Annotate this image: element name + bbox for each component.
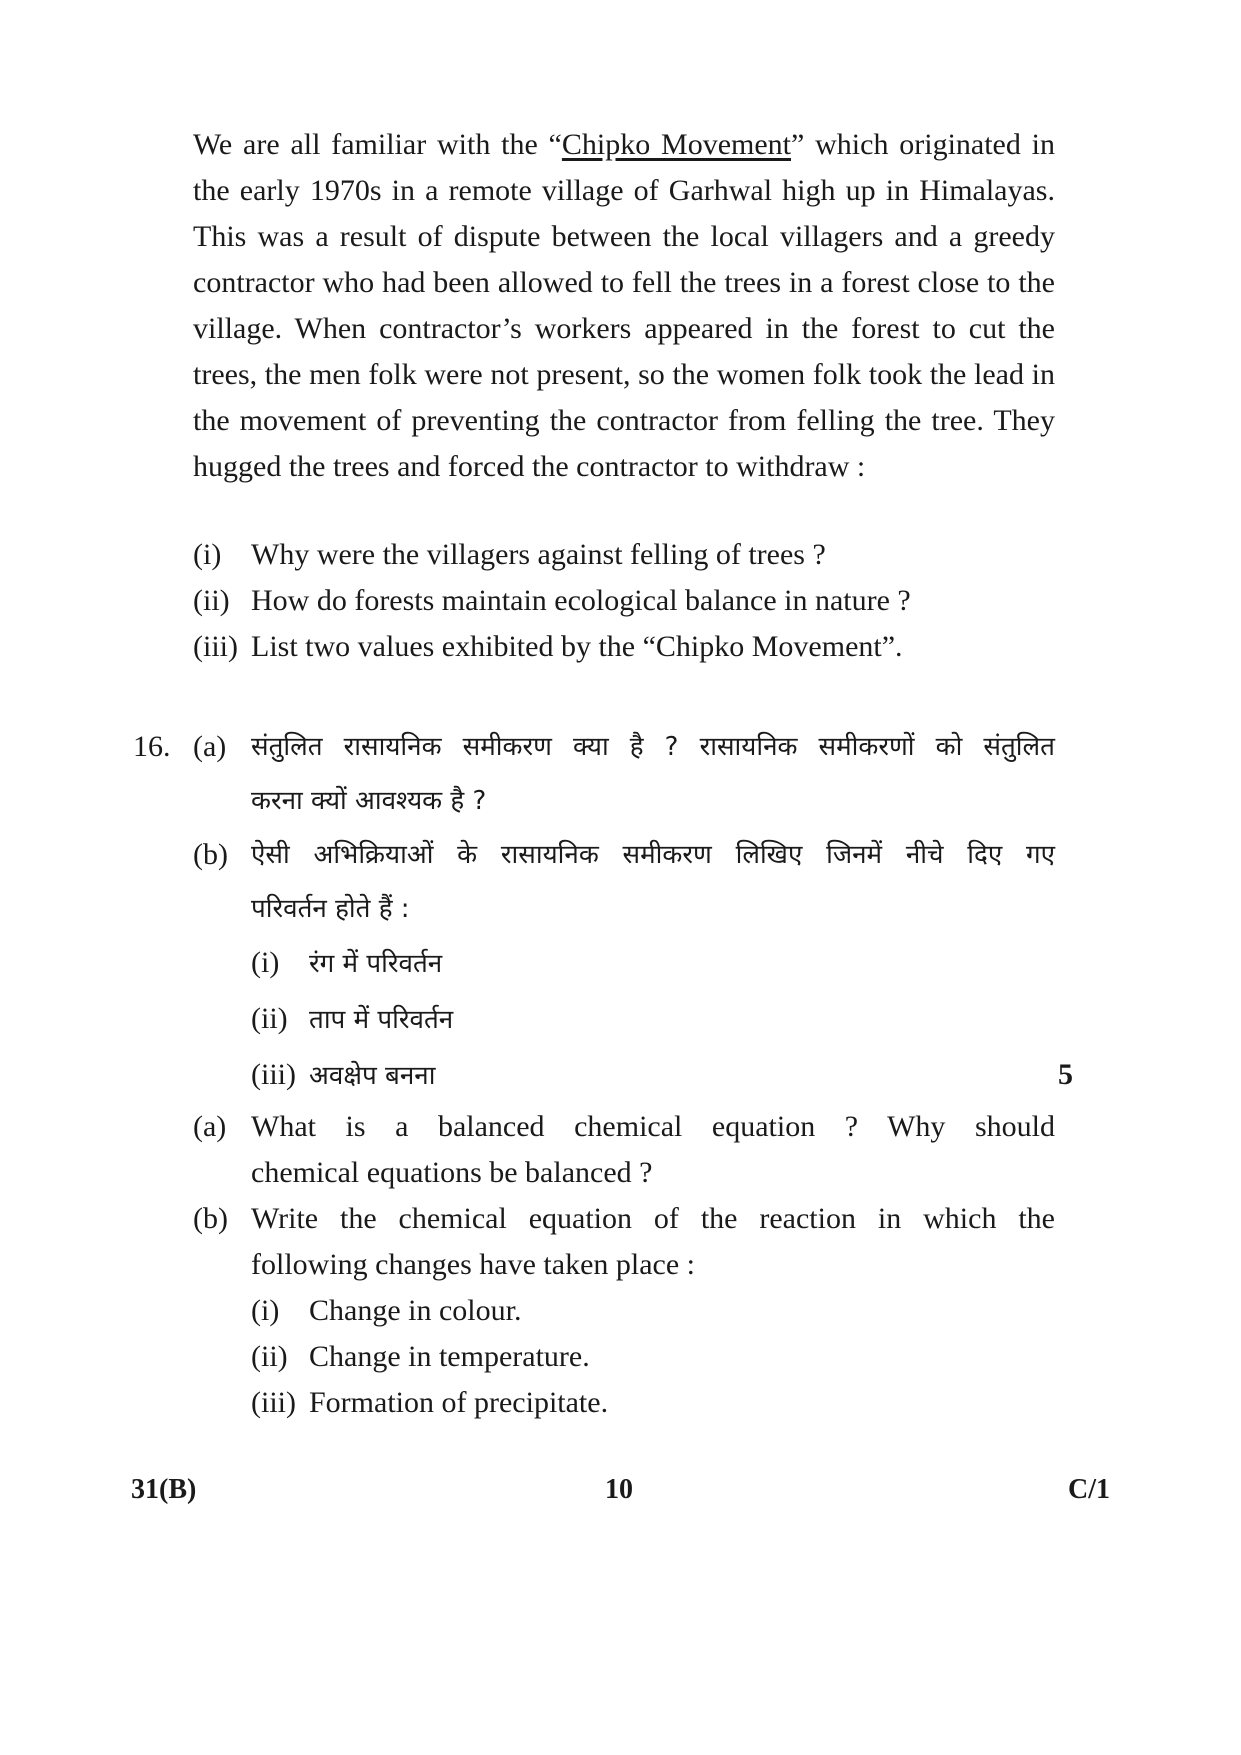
q15-item-ii-text: How do forests maintain ecological balance in nature ? — [251, 584, 911, 617]
passage-text-rest: ” which originated in the early 1970s in a remote village of Garhwal high up in Himalayas. This was a result of dispute between the local villagers and a greedy contractor who had been allowed to fell the trees in a forest close to the village. When contractor’s workers appeared in the forest to cut the trees, the men folk were not present, so the women folk took the lead in the movement of preventing the contractor from felling the tree. They hugged the trees and forced the contractor to withdraw : — [193, 128, 1056, 483]
footer-page-number: 10 — [605, 1474, 633, 1505]
q15-item-iii-label: (iii) — [193, 630, 238, 663]
q16-hindi-b-line1: ऐसी अभिक्रियाओं के रासायनिक समीकरण लिखिए जिनमें नीचे दिए गए — [251, 840, 1055, 870]
chipko-movement-underlined: Chipko Movement — [561, 128, 792, 161]
q16-english-sub-iii — [251, 1380, 608, 1426]
q15-item-i — [193, 532, 826, 578]
q16-english-a-line2: chemical equations be balanced ? — [251, 1156, 653, 1189]
q16-english-a-label: (a) — [193, 1110, 227, 1143]
q15-item-ii-label: (ii) — [193, 584, 230, 617]
q16-english-sub-i-label: (i) — [251, 1294, 280, 1327]
q16-hindi-sub-i — [251, 940, 442, 987]
q16-english-b-label: (b) — [193, 1202, 228, 1235]
q15-item-iii — [193, 624, 903, 670]
q16-marks: 5 — [1058, 1058, 1073, 1091]
q15-item-ii — [193, 578, 911, 624]
q16-english-b-line1: Write the chemical equation of the reaction in which the — [251, 1202, 1055, 1235]
q16-hindi-sub-ii — [251, 996, 453, 1043]
q16-hindi-a-line1: संतुलित रासायनिक समीकरण क्या है ? रासायनिक समीकरणों को संतुलित — [251, 732, 1055, 762]
q15-item-i-text: Why were the villagers against felling of trees ? — [251, 538, 826, 571]
q16-english-sub-ii-text: Change in temperature. — [309, 1340, 590, 1373]
footer-series: C/1 — [1068, 1474, 1110, 1505]
q16-english-sub-ii-label: (ii) — [251, 1340, 288, 1373]
q16-english-sub-iii-text: Formation of precipitate. — [309, 1386, 609, 1419]
q15-item-iii-text: List two values exhibited by the “Chipko Movement”. — [251, 630, 903, 663]
q16-hindi-sub-iii-text: अवक्षेप बनना — [309, 1061, 436, 1091]
q16-english-sub-iii-label: (iii) — [251, 1386, 296, 1419]
q16-hindi-b-line2: परिवर्तन होते हैं : — [251, 894, 410, 924]
q16-hindi-sub-i-label: (i) — [251, 946, 280, 979]
q16-hindi-a-line2: करना क्यों आवश्यक है ? — [251, 786, 487, 816]
chipko-passage — [193, 122, 1055, 490]
q16-english-sub-ii — [251, 1334, 590, 1380]
q16-hindi-a-label: (a) — [193, 730, 227, 763]
q16-hindi-b-label: (b) — [193, 838, 228, 871]
passage-text-start: We are all familiar with the “ — [193, 128, 562, 161]
q16-hindi-sub-iii-label: (iii) — [251, 1058, 296, 1091]
q15-item-i-label: (i) — [193, 538, 222, 571]
q16-english-sub-i-text: Change in colour. — [309, 1294, 522, 1327]
q16-hindi-sub-ii-text: ताप में परिवर्तन — [309, 1005, 454, 1035]
q16-english-sub-i — [251, 1288, 521, 1334]
q16-hindi-sub-ii-label: (ii) — [251, 1002, 288, 1035]
q16-hindi-sub-iii — [251, 1052, 435, 1099]
q16-hindi-sub-i-text: रंग में परिवर्तन — [309, 949, 443, 979]
q16-number: 16. — [133, 730, 171, 763]
q16-english-b-line2: following changes have taken place : — [251, 1248, 695, 1281]
q16-english-a-line1: What is a balanced chemical equation ? Why should — [251, 1110, 1055, 1143]
footer-paper-code: 31(B) — [131, 1474, 197, 1505]
